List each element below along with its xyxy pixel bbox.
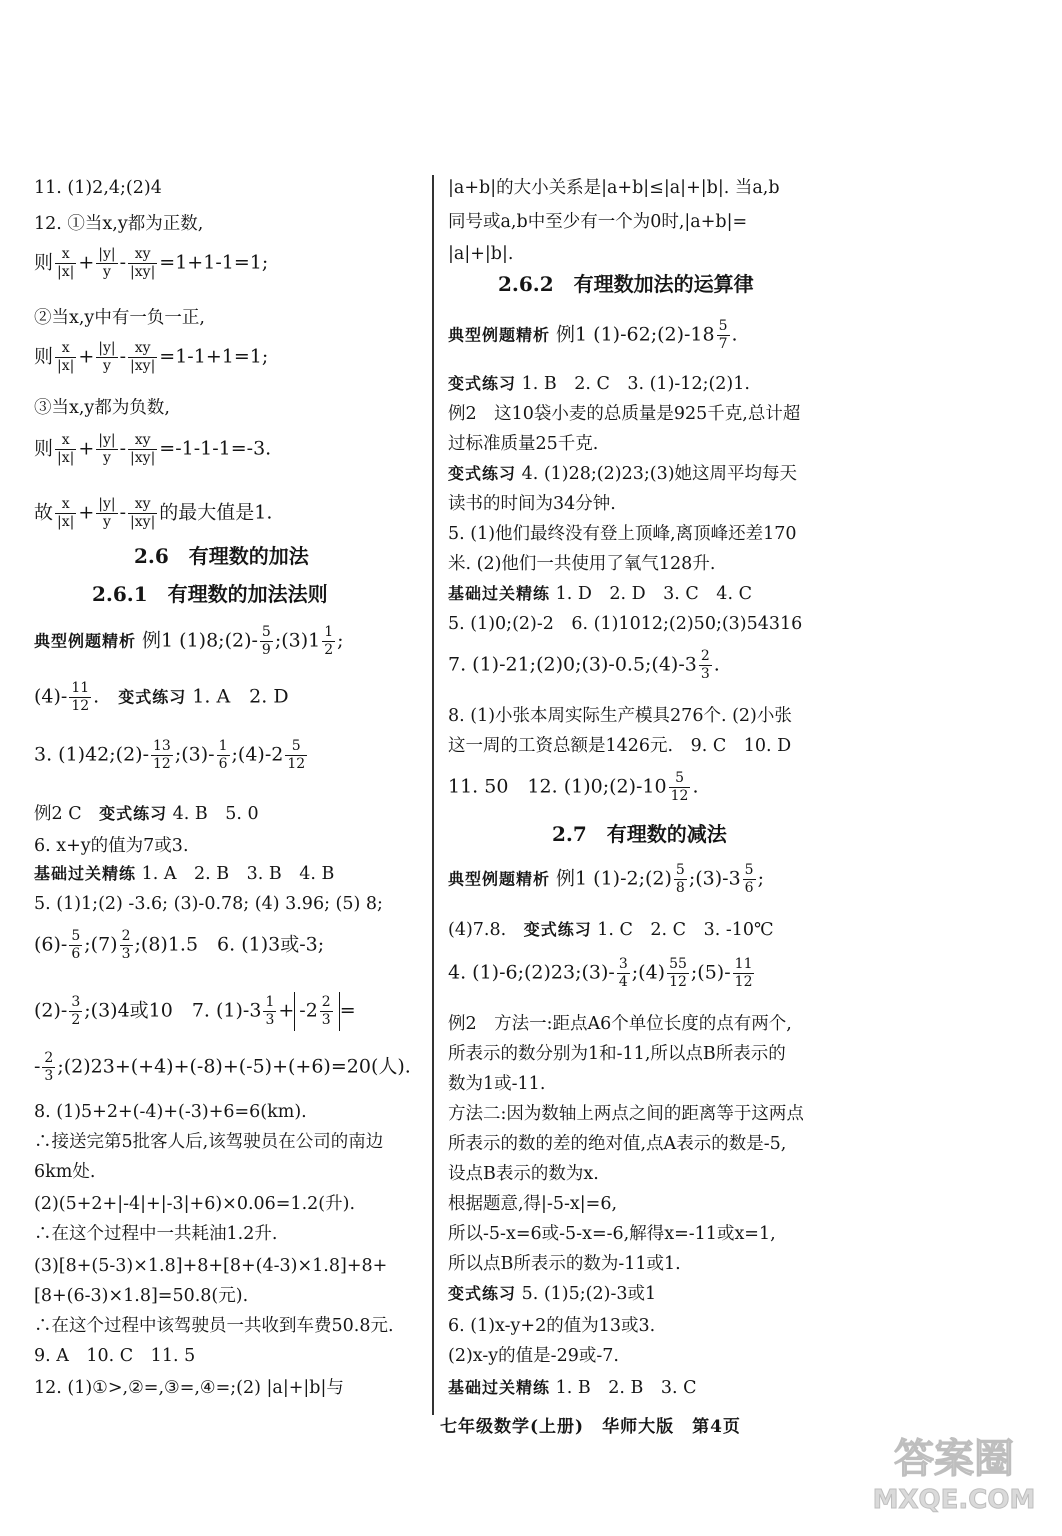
answer-line: (4)7.8. 变式练习 1. C 2. C 3. -10℃ [448, 920, 774, 940]
fraction: $\frac{x}{|x|}$ [57, 246, 75, 280]
fraction: $\frac{xy}{|xy|}$ [130, 340, 156, 374]
answer-line: (4)- $\frac{11}{12}$ . 变式练习 1. A 2. D [34, 680, 289, 714]
fraction: $\frac{55}{12}$ [669, 956, 687, 990]
answer-line: 所表示的数分别为1和-11,所以点B所表示的 [448, 1044, 786, 1064]
fraction: $\frac{5}{9}$ [261, 624, 271, 658]
answer-line: (2)(5+2+|-4|+|-3|+6)×0.06=1.2(升). [34, 1194, 356, 1214]
fraction: $\frac{5}{6}$ [71, 928, 81, 962]
answer-line: 5. (1)0;(2)-2 6. (1)1012;(2)50;(3)54316 [448, 614, 803, 634]
fraction: $\frac{5}{12}$ [287, 738, 306, 772]
answer-line: 6. x+y的值为7或3. [34, 836, 189, 856]
answer-line: 11. 50 12. (1)0;(2)-10 $\frac{5}{12}$ . [448, 770, 699, 804]
answer-line: 典型例题精析 例1 (1)-2;(2) $\frac{5}{8}$ ;(3)-3 $\frac{5}{6}$ ; [448, 862, 764, 896]
fraction: $\frac{2}{3}$ [121, 928, 131, 962]
answer-line: 例2 方法一:距点A6个单位长度的点有两个, [448, 1014, 792, 1034]
answer-line: 5. (1)1;(2) -3.6; (3)-0.78; (4) 3.96; (5) 8; [34, 894, 383, 914]
answer-line: 6. (1)x-y+2的值为13或3. [448, 1316, 656, 1336]
answer-line: 4. (1)-6;(2)23;(3)- $\frac{3}{4}$ ;(4) $\frac{55}{12}$ ;(5)- $\frac{11}{12}$ [448, 956, 753, 990]
answer-line: [8+(6-3)×1.8]=50.8(元). [34, 1286, 249, 1306]
fraction: $\frac{11}{12}$ [71, 680, 90, 714]
fraction: $\frac{1}{2}$ [324, 624, 334, 658]
answer-line: 7. (1)-21;(2)0;(3)-0.5;(4)-3 $\frac{2}{3}$ . [448, 648, 720, 682]
answer-line: |a|+|b|. [448, 244, 514, 264]
answer-line: 8. (1)小张本周实际生产模具276个. (2)小张 [448, 706, 792, 726]
answer-line: 读书的时间为34分钟. [448, 494, 616, 514]
answer-line: 9. A 10. C 11. 5 [34, 1346, 196, 1366]
fraction: $\frac{5}{7}$ [718, 318, 728, 352]
answer-line: (2)- $\frac{3}{2}$ ;(3)4或10 7. (1)-3 $\frac{1}{3}$ + -2 $\frac{2}{3}$ = [34, 992, 356, 1031]
answer-line: 方法二:因为数轴上两点之间的距离等于这两点 [448, 1104, 804, 1124]
fraction: $\frac{xy}{|xy|}$ [130, 246, 156, 280]
answer-line: 典型例题精析 例1 (1)-62;(2)-18 $\frac{5}{7}$ . [448, 318, 738, 352]
answer-line: ∴在这个过程中一共耗油1.2升. [34, 1224, 278, 1244]
answer-line: 所以-5-x=6或-5-x=-6,解得x=-11或x=1, [448, 1224, 776, 1244]
fraction: $\frac{5}{12}$ [670, 770, 689, 804]
section-heading: 2.7 有理数的减法 [552, 822, 727, 846]
fraction: $\frac{3}{2}$ [71, 994, 81, 1028]
answer-line: 典型例题精析 例1 (1)8;(2)- $\frac{5}{9}$ ;(3)1 $\frac{1}{2}$ ; [34, 624, 344, 658]
column-divider [432, 175, 434, 1415]
fraction: $\frac{1}{3}$ [265, 994, 275, 1028]
answer-line: |a+b|的大小关系是|a+b|≤|a|+|b|. 当a,b [448, 178, 780, 198]
answer-line: 变式练习 5. (1)5;(2)-3或1 [448, 1284, 657, 1304]
answer-line: 变式练习 1. B 2. C 3. (1)-12;(2)1. [448, 374, 750, 394]
fraction: $\frac{xy}{|xy|}$ [130, 432, 156, 466]
fraction: $\frac{xy}{|xy|}$ [130, 496, 156, 530]
answer-line: 例2 这10袋小麦的总质量是925千克,总计超 [448, 404, 801, 424]
answer-line: 例2 C 变式练习 4. B 5. 0 [34, 804, 259, 824]
answer-line: ∴在这个过程中该驾驶员一共收到车费50.8元. [34, 1316, 394, 1336]
answer-line: 这一周的工资总额是1426元. 9. C 10. D [448, 736, 792, 756]
watermark-top: 答案圈 [894, 1436, 1014, 1482]
answer-line: 基础过关精练 1. B 2. B 3. C [448, 1378, 697, 1398]
answer-line: (6)- $\frac{5}{6}$ ;(7) $\frac{2}{3}$ ;(8)1.5 6. (1)3或-3; [34, 928, 325, 962]
answer-line: 5. (1)他们最终没有登上顶峰,离顶峰还差170 [448, 524, 797, 544]
fraction: $\frac{5}{6}$ [744, 862, 754, 896]
answer-line: 11. (1)2,4;(2)4 [34, 178, 162, 198]
answer-line: 基础过关精练 1. A 2. B 3. B 4. B [34, 864, 335, 884]
fraction: $\frac{5}{8}$ [675, 862, 685, 896]
fraction: $\frac{|y|}{y}$ [98, 340, 116, 374]
formula-line: 则 $\frac{x}{|x|}$ + $\frac{|y|}{y}$ - $\frac{xy}{|xy|}$ =-1-1-1=-3. [34, 432, 272, 466]
answer-line: 6km处. [34, 1162, 96, 1182]
fraction: $\frac{1}{6}$ [218, 738, 228, 772]
answer-line: 设点B表示的数为x. [448, 1164, 599, 1184]
answer-line: 基础过关精练 1. D 2. D 3. C 4. C [448, 584, 752, 604]
answer-line: 变式练习 4. (1)28;(2)23;(3)她这周平均每天 [448, 464, 798, 484]
section-heading: 2.6 有理数的加法 [134, 544, 309, 568]
answer-line: 根据题意,得|-5-x|=6, [448, 1194, 618, 1214]
answer-line: (3)[8+(5-3)×1.8]+8+[8+(4-3)×1.8]+8+ [34, 1256, 388, 1276]
subsection-heading: 2.6.1 有理数的加法法则 [92, 582, 328, 606]
absolute-value: -2 $\frac{2}{3}$ [294, 992, 339, 1031]
answer-line: 8. (1)5+2+(-4)+(-3)+6=6(km). [34, 1102, 307, 1122]
answer-line: 12. ①当x,y都为正数, [34, 214, 204, 234]
answer-line: ∴接送完第5批客人后,该驾驶员在公司的南边 [34, 1132, 384, 1152]
page-footer: 七年级数学(上册) 华师大版 第4页 [440, 1417, 741, 1437]
watermark-logo-icon [864, 1420, 1044, 1520]
fraction: $\frac{2}{3}$ [321, 994, 331, 1028]
fraction: $\frac{2}{3}$ [700, 648, 710, 682]
fraction: $\frac{3}{4}$ [618, 956, 628, 990]
answer-line: 过标准质量25千克. [448, 434, 599, 454]
answer-line: 同号或a,b中至少有一个为0时,|a+b|= [448, 212, 748, 232]
fraction: $\frac{|y|}{y}$ [98, 246, 116, 280]
fraction: $\frac{x}{|x|}$ [57, 340, 75, 374]
fraction: $\frac{13}{12}$ [153, 738, 171, 772]
fraction: $\frac{11}{12}$ [734, 956, 753, 990]
answer-line: 所表示的数的差的绝对值,点A表示的数是-5, [448, 1134, 787, 1154]
watermark-bottom: MXQE.COM [872, 1485, 1036, 1515]
answer-line: 米. (2)他们一共使用了氧气128升. [448, 554, 716, 574]
answer-line: ③当x,y都为负数, [34, 398, 170, 418]
answer-line: 12. (1)①>,②=,③=,④=;(2) |a|+|b|与 [34, 1378, 344, 1398]
fraction: $\frac{x}{|x|}$ [57, 496, 75, 530]
answer-line: - $\frac{2}{3}$ ;(2)23+(+4)+(-8)+(-5)+(+6)=20(人). [34, 1050, 411, 1084]
answer-line: 数为1或-11. [448, 1074, 546, 1094]
fraction: $\frac{x}{|x|}$ [57, 432, 75, 466]
answer-line: ②当x,y中有一负一正, [34, 308, 205, 328]
answer-line: 3. (1)42;(2)- $\frac{13}{12}$ ;(3)- $\frac{1}{6}$ ;(4)-2 $\frac{5}{12}$ [34, 738, 306, 772]
formula-line: 则 $\frac{x}{|x|}$ + $\frac{|y|}{y}$ - $\frac{xy}{|xy|}$ =1-1+1=1; [34, 340, 269, 374]
formula-line: 故 $\frac{x}{|x|}$ + $\frac{|y|}{y}$ - $\frac{xy}{|xy|}$ 的最大值是1. [34, 496, 273, 530]
fraction: $\frac{|y|}{y}$ [98, 496, 116, 530]
formula-line: 则 $\frac{x}{|x|}$ + $\frac{|y|}{y}$ - $\frac{xy}{|xy|}$ =1+1-1=1; [34, 246, 269, 280]
answer-line: (2)x-y的值是-29或-7. [448, 1346, 619, 1366]
fraction: $\frac{2}{3}$ [44, 1050, 54, 1084]
answer-line: 所以点B所表示的数为-11或1. [448, 1254, 681, 1274]
subsection-heading: 2.6.2 有理数加法的运算律 [498, 272, 754, 296]
fraction: $\frac{|y|}{y}$ [98, 432, 116, 466]
